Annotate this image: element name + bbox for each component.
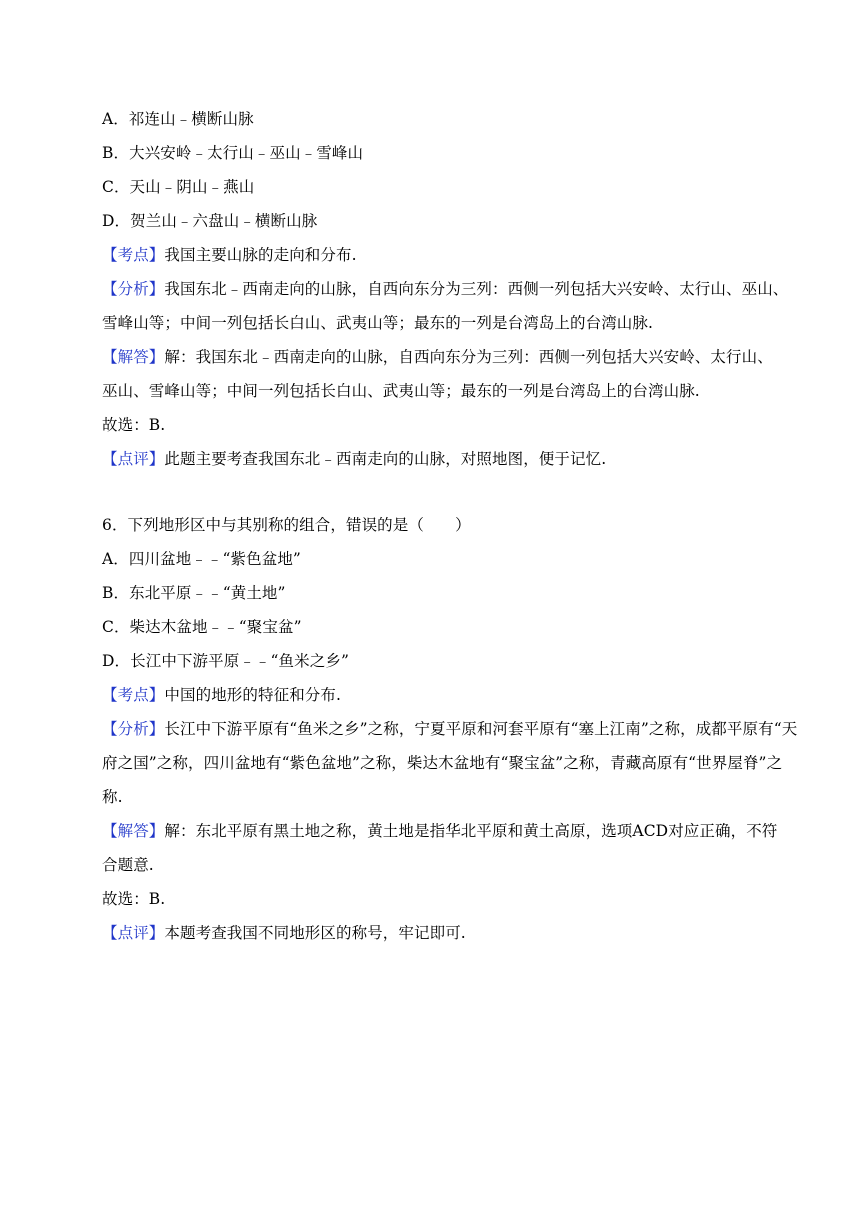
q6-dianping-text: 本题考查我国不同地形区的称号，牢记即可. xyxy=(164,924,466,942)
q6-jieda-line2: 合题意. xyxy=(102,856,154,874)
q6-fenxi-line3: 称. xyxy=(102,788,123,806)
q6-option-d: D．长江中下游平原﹣﹣“鱼米之乡” xyxy=(102,652,349,670)
q5-jieda-line2: 巫山、雪峰山等；中间一列包括长白山、武夷山等；最东的一列是台湾岛上的台湾山脉. xyxy=(102,382,700,400)
q5-dianping-text: 此题主要考查我国东北﹣西南走向的山脉，对照地图，便于记忆. xyxy=(164,450,607,468)
q6-option-b: B．东北平原﹣﹣“黄土地” xyxy=(102,584,286,602)
q5-fenxi xyxy=(102,278,788,300)
q5-jieda-line1: 解：我国东北﹣西南走向的山脉，自西向东分为三列：西侧一列包括大兴安岭、太行山、 xyxy=(164,348,773,366)
q6-option-c: C．柴达木盆地﹣﹣“聚宝盆” xyxy=(102,618,302,636)
q5-jieda xyxy=(102,346,773,368)
q5-fenxi-line2: 雪峰山等；中间一列包括长白山、武夷山等；最东的一列是台湾岛上的台湾山脉. xyxy=(102,314,654,332)
q5-dianping xyxy=(102,448,606,470)
q6-fenxi-line1: 长江中下游平原有“鱼米之乡”之称，宁夏平原和河套平原有“塞上江南”之称，成都平原有“天 xyxy=(164,720,798,738)
q5-dianping-tag: 【点评】 xyxy=(102,450,165,468)
q6-option-a: A．四川盆地﹣﹣“紫色盆地” xyxy=(102,550,301,568)
q5-jieda-tag: 【解答】 xyxy=(102,348,165,366)
q6-kaodian-text: 中国的地形的特征和分布. xyxy=(164,686,342,704)
q6-dianping-tag: 【点评】 xyxy=(102,924,165,942)
q6-dianping xyxy=(102,922,466,944)
q6-answer: 故选：B. xyxy=(102,890,166,908)
q5-kaodian xyxy=(102,244,357,266)
q6-kaodian xyxy=(102,684,341,706)
q6-fenxi-tag: 【分析】 xyxy=(102,720,165,738)
q5-option-a: A．祁连山﹣横断山脉 xyxy=(102,110,254,128)
q5-option-c: C．天山﹣阴山﹣燕山 xyxy=(102,178,255,196)
q5-fenxi-line1: 我国东北﹣西南走向的山脉，自西向东分为三列：西侧一列包括大兴安岭、太行山、巫山、 xyxy=(164,280,789,298)
q5-kaodian-text: 我国主要山脉的走向和分布. xyxy=(164,246,357,264)
q5-option-b: B．大兴安岭﹣太行山﹣巫山﹣雪峰山 xyxy=(102,144,364,162)
q6-kaodian-tag: 【考点】 xyxy=(102,686,165,704)
q6-fenxi-line2: 府之国”之称，四川盆地有“紫色盆地”之称，柴达木盆地有“聚宝盆”之称，青藏高原有“世界屋脊”之 xyxy=(102,754,783,772)
q5-option-d: D．贺兰山﹣六盘山﹣横断山脉 xyxy=(102,212,318,230)
q6-jieda-tag: 【解答】 xyxy=(102,822,165,840)
q6-fenxi xyxy=(102,718,797,740)
q6-jieda xyxy=(102,820,777,842)
q5-kaodian-tag: 【考点】 xyxy=(102,246,165,264)
q5-fenxi-tag: 【分析】 xyxy=(102,280,165,298)
q6-question: 6．下列地形区中与其别称的组合，错误的是（ ） xyxy=(102,516,471,534)
q5-answer: 故选：B. xyxy=(102,416,166,434)
q6-jieda-line1: 解：东北平原有黑土地之称，黄土地是指华北平原和黄土高原，选项ACD对应正确，不符 xyxy=(164,822,778,840)
